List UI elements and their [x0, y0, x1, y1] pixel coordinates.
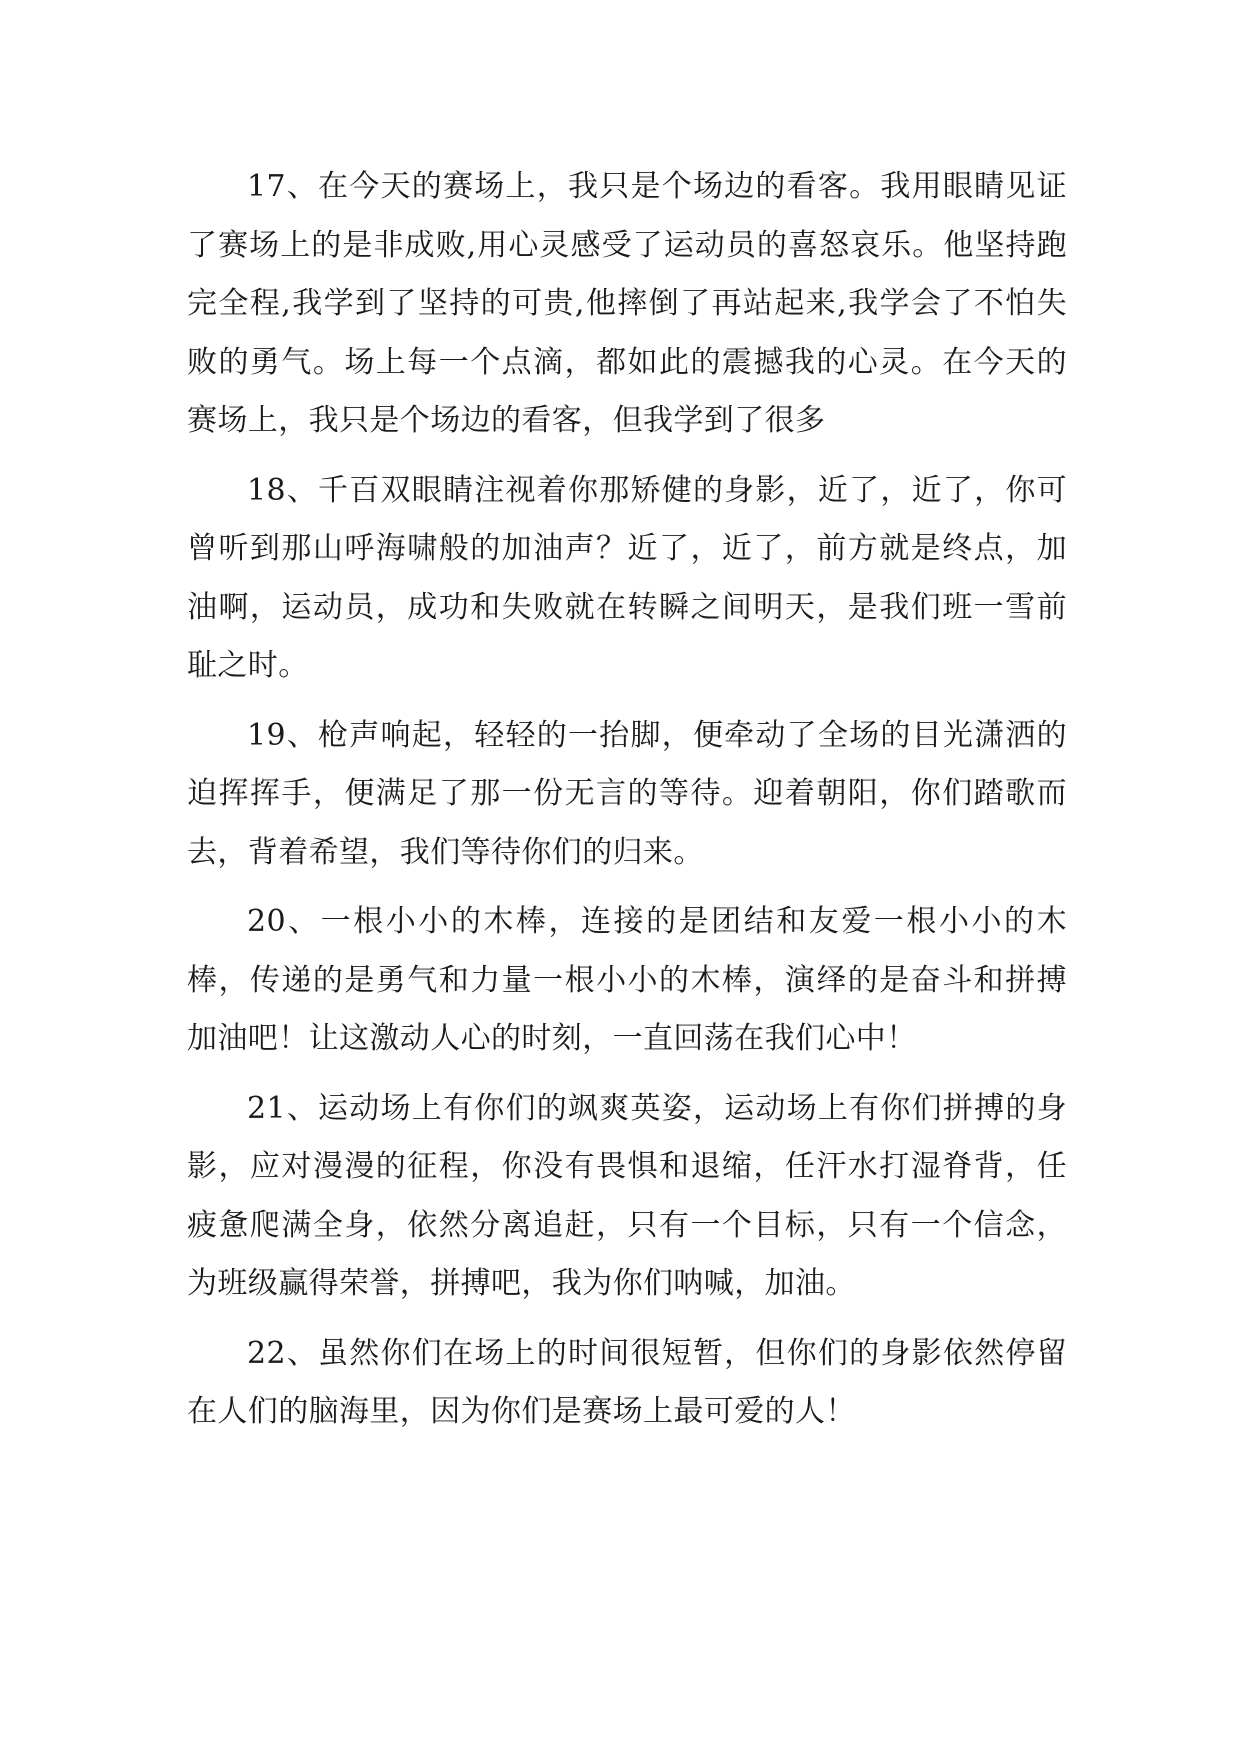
document-body [187, 158, 1067, 1453]
paragraph-22: 22、虽然你们在场上的时间很短暂，但你们的身影依然停留在人们的脑海里，因为你们是赛场上最可爱的人！ [187, 1335, 1067, 1429]
paragraph-20: 20、一根小小的木棒，连接的是团结和友爱一根小小的木棒，传递的是勇气和力量一根小小的木棒，演绎的是奋斗和拼搏加油吧！让这激动人心的时刻，一直回荡在我们心中！ [187, 904, 1067, 1056]
paragraph-21: 21、运动场上有你们的飒爽英姿，运动场上有你们拼搏的身影，应对漫漫的征程，你没有畏惧和退缩，任汗水打湿脊背，任疲惫爬满全身，依然分离追赶，只有一个目标，只有一个信念，为班级赢得荣誉，拼搏吧，我为你们呐喊，加油。 [187, 1090, 1067, 1301]
paragraph-19: 19、枪声响起，轻轻的一抬脚，便牵动了全场的目光潇洒的迫挥挥手，便满足了那一份无言的等待。迎着朝阳，你们踏歌而去，背着希望，我们等待你们的归来。 [187, 717, 1067, 870]
paragraph-18: 18、千百双眼睛注视着你那矫健的身影，近了，近了，你可曾听到那山呼海啸般的加油声？近了，近了，前方就是终点，加油啊，运动员，成功和失败就在转瞬之间明天，是我们班一雪前耻之时。 [187, 472, 1067, 683]
paragraph-17: 17、在今天的赛场上，我只是个场边的看客。我用眼睛见证了赛场上的是非成败,用心灵感受了运动员的喜怒哀乐。他坚持跑完全程,我学到了坚持的可贵,他摔倒了再站起来,我学会了不怕失败的勇气。场上每一个点滴，都如此的震撼我的心灵。在今天的赛场上，我只是个场边的看客，但我学到了很多 [187, 169, 1067, 438]
